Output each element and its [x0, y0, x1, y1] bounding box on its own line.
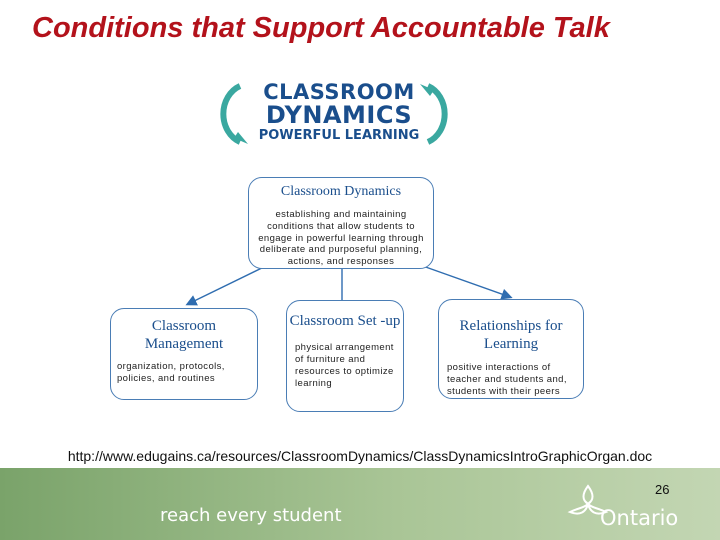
logo-text-dynamics: DYNAMICS — [265, 101, 413, 129]
logo-text-classroom: CLASSROOM — [263, 80, 415, 104]
node-description: organization, protocols, policies, and routines — [117, 361, 225, 384]
node-relationships-for-learning — [438, 299, 584, 399]
node-description: establishing and maintaining conditions that allow students to engage in powerful learning through deliberate and purposeful planning, actions, and responses — [258, 208, 424, 268]
node-title: Classroom Dynamics — [280, 184, 402, 199]
node-description: physical arrangement of furniture and resources to optimize learning — [295, 342, 394, 389]
node-title: Relationships for Learning — [459, 318, 563, 352]
node-title: Classroom Set -up — [289, 313, 401, 329]
node-classroom-setup — [286, 300, 404, 412]
footer-slogan: reach every student — [160, 505, 342, 526]
ontario-wordmark: Ontario — [600, 506, 679, 530]
page-number: 26 — [655, 482, 670, 497]
connector-to-relationships — [420, 265, 510, 297]
classroom-dynamics-logo — [214, 78, 454, 150]
node-classroom-management — [110, 308, 258, 400]
node-description: positive interactions of teacher and students and, students with their peers — [447, 362, 567, 397]
connector-to-management — [188, 265, 268, 304]
logo-text-powerful-learning: POWERFUL LEARNING — [258, 128, 420, 143]
slide-title: Conditions that Support Accountable Talk — [32, 12, 610, 44]
source-url: http://www.edugains.ca/resources/ClassroomDynamics/ClassDynamicsIntroGraphicOrgan.doc — [67, 448, 653, 464]
node-classroom-dynamics — [248, 177, 434, 269]
node-title: Classroom Management — [144, 318, 224, 352]
